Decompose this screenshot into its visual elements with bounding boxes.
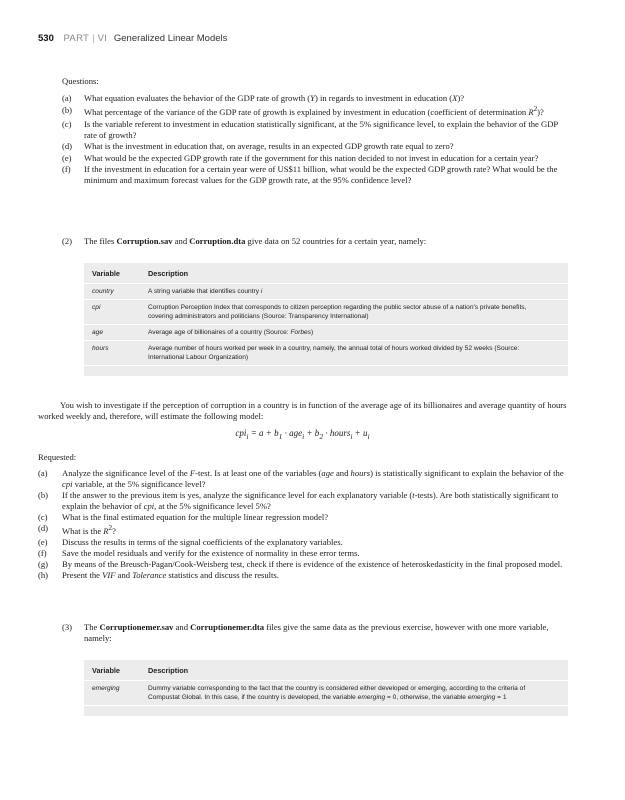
requested-text: Analyze the significance level of the F-test. Is at least one of the variables (age and hours) is statistically significant to explain the behavior of the cpi variable, at the 5% significance level? xyxy=(62,468,564,489)
requested-item xyxy=(38,570,567,581)
requested-label: (b) xyxy=(38,490,49,500)
part-label: PART xyxy=(63,33,90,44)
table-row xyxy=(84,300,568,325)
requested-text: Save the model residuals and verify for the existence of normality in these error terms. xyxy=(62,547,360,558)
questions-list xyxy=(62,93,567,186)
requested-label: (e) xyxy=(38,536,48,547)
exercise-2-number: (2) xyxy=(62,236,73,246)
requested-title: Requested: xyxy=(38,452,77,462)
variable-description: Average number of hours worked per week in a country, namely, the annual total of hours worked divided by 52 weeks (Source: International Labour Organization) xyxy=(148,345,520,361)
question-label: (d) xyxy=(62,141,73,152)
requested-item xyxy=(38,468,567,490)
question-item xyxy=(62,153,567,164)
question-label: (b) xyxy=(62,104,73,115)
requested-label: (a) xyxy=(38,468,48,478)
question-text: What equation evaluates the behavior of the GDP rate of growth (Y) in regards to investment in education (X)? xyxy=(84,93,465,103)
part-number: VI xyxy=(97,33,108,44)
requested-list xyxy=(38,468,567,581)
requested-text: Present the VIF and Tolerance statistics and discuss the results. xyxy=(62,569,279,580)
variable-description: Corruption Perception Index that corresponds to citizen perception regarding the public sector abuse of a nation's private benefits, covering administrators and politicians (Source: Transparency International) xyxy=(148,304,527,320)
header-description: Description xyxy=(148,666,189,675)
chapter-title: Generalized Linear Models xyxy=(113,33,228,44)
requested-label: (d) xyxy=(38,523,49,533)
variable-name: cpi xyxy=(92,304,101,311)
requested-text: By means of the Breusch-Pagan/Cook-Weisberg test, check if there is evidence of the existence of heteroskedasticity in the final proposed model. xyxy=(62,558,563,569)
question-item xyxy=(62,105,567,119)
variable-name: country xyxy=(92,288,114,295)
requested-item xyxy=(38,523,567,537)
question-text: Is the variable referent to investment in education statistically significant, at the 5% significance level, to explain the behavior of the GDP rate of growth? xyxy=(84,118,558,140)
variable-name: age xyxy=(92,329,104,336)
question-text: What percentage of the variance of the GDP rate of growth is explained by investment in education (coefficient of determination $R^2$)? xyxy=(84,105,544,118)
question-text: What would be the expected GDP growth rate if the government for this nation decided to not invest in education for a certain year? xyxy=(84,152,539,163)
exercise-2-text: The files Corruption.sav and Corruption.dta give data on 52 countries for a certain year, namely: xyxy=(84,236,427,246)
requested-text: What is the $R^2$? xyxy=(62,524,116,536)
variable-description: A string variable that identifies country i xyxy=(148,288,263,295)
requested-text: If the answer to the previous item is yes, analyze the significance level for each explanatory variable (t-tests). Are both statistically significant to explain the behavior of cpi, at the 5% significance level 5%? xyxy=(62,490,559,511)
exercise-3-number: (3) xyxy=(62,622,73,632)
question-label: (e) xyxy=(62,152,72,163)
table-header xyxy=(84,263,568,284)
variable-description: Dummy variable corresponding to the fact that the country is considered either developed or emerging, according to the criteria of Compustat Global. In this case, if the country is developed, the variable emerging = 0, otherwise, the variable emerging = 1 xyxy=(148,685,526,701)
table-row xyxy=(84,681,568,706)
exercise-3-intro xyxy=(62,622,567,644)
header-description: Description xyxy=(148,269,189,278)
table-row xyxy=(84,325,568,341)
requested-text: What is the final estimated equation for the multiple linear regression model? xyxy=(62,512,329,522)
question-label: (a) xyxy=(62,93,72,103)
requested-item xyxy=(38,559,567,570)
exercise-3-text: The Corruptionemer.sav and Corruptionemer.dta files give the same data as the previous exercise, however with one more variable, namely: xyxy=(84,622,549,643)
requested-item xyxy=(38,537,567,548)
question-item xyxy=(62,93,567,104)
variable-name: hours xyxy=(92,345,109,352)
question-label: (c) xyxy=(62,118,72,129)
requested-item xyxy=(38,548,567,559)
requested-item xyxy=(38,512,567,523)
table-row xyxy=(84,341,568,366)
table-row xyxy=(84,284,568,300)
question-text: What is the investment in education that, on average, results in an expected GDP growth rate equal to zero? xyxy=(84,141,454,152)
requested-label: (f) xyxy=(38,547,47,558)
requested-item xyxy=(38,490,567,512)
table-header xyxy=(84,660,568,681)
requested-label: (g) xyxy=(38,558,49,569)
header-variable: Variable xyxy=(92,666,120,675)
questions-block xyxy=(62,76,567,187)
question-item xyxy=(62,119,567,141)
header-variable: Variable xyxy=(92,269,120,278)
variables-table-1 xyxy=(84,263,568,376)
exercise-2-intro xyxy=(62,236,567,247)
question-text: If the investment in education for a certain year were of US$11 billion, what would be the expected GDP growth rate? What would be the minimum and maximum forecast values for the GDP growth rate, at the 95% confidence level? xyxy=(84,164,558,186)
requested-text: Discuss the results in terms of the signal coefficients of the explanatory variables. xyxy=(62,536,343,547)
requested-label: (c) xyxy=(38,512,48,522)
model-paragraph: You wish to investigate if the perception of corruption in a country is in function of the average age of its billionaires and average quantity of hours worked weekly and, therefore, will estimate the following model: xyxy=(38,400,567,421)
variables-table-2 xyxy=(84,660,568,716)
regression-equation: $cpi_i = a + b_1 \cdot age_i + b_2$ · hours$_i$ + $u_i$ xyxy=(235,428,370,441)
questions-title: Questions: xyxy=(62,76,99,86)
variable-description: Average age of billionaires of a country (Source: Forbes) xyxy=(148,329,314,336)
requested-label: (h) xyxy=(38,569,49,580)
variable-name: emerging xyxy=(92,685,120,692)
question-label: (f) xyxy=(62,164,71,175)
page-number: 530 xyxy=(38,33,54,44)
question-item xyxy=(62,164,567,186)
question-item xyxy=(62,141,567,152)
running-header: 530 PART | VI Generalized Linear Models xyxy=(38,33,228,44)
